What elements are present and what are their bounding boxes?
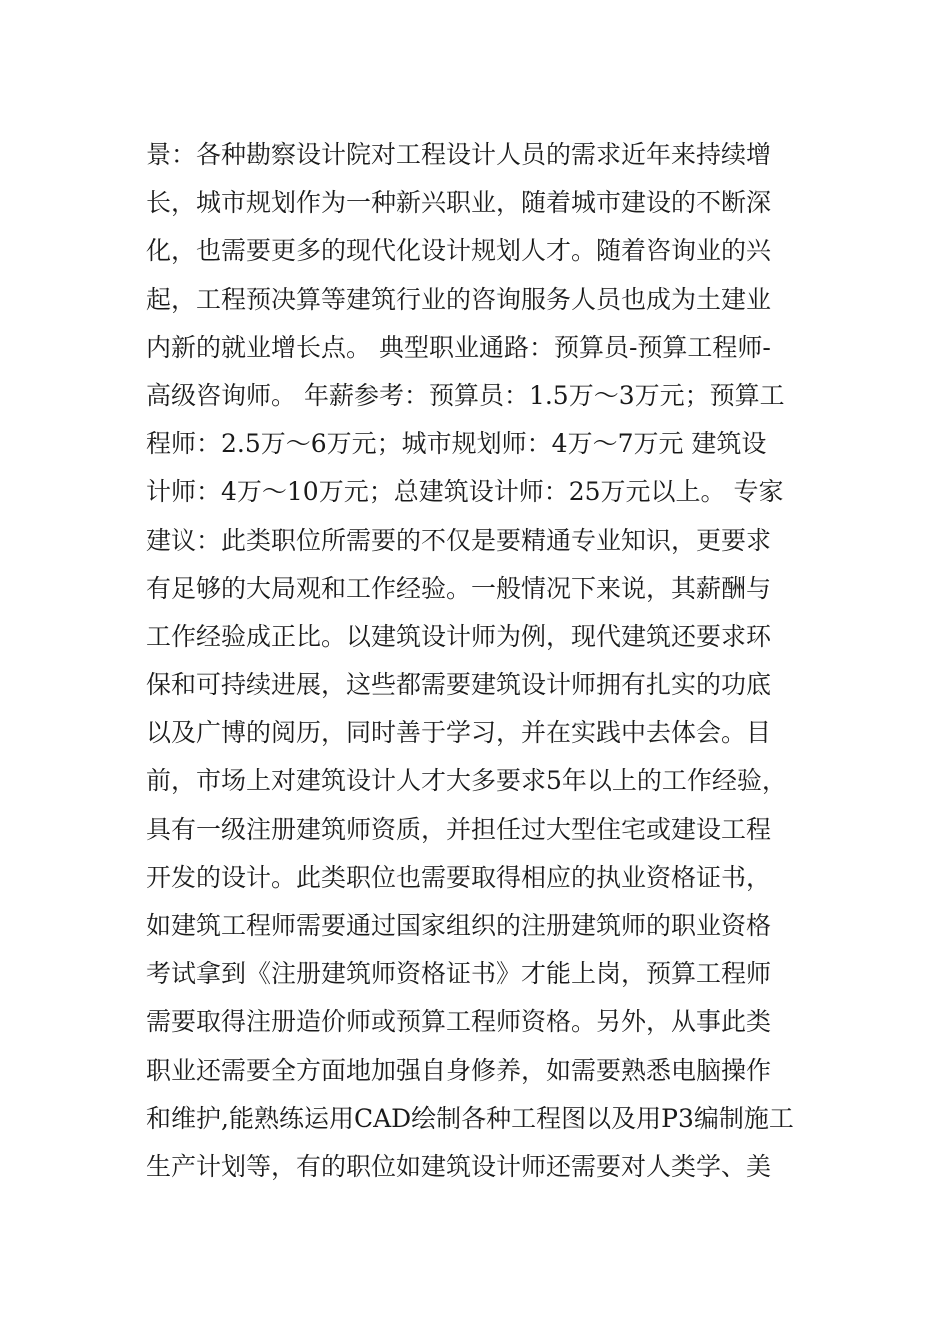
- text-line: 高级咨询师。 年薪参考：预算员：1.5万～3万元；预算工: [146, 380, 785, 410]
- text-line: 具有一级注册建筑师资质，并担任过大型住宅或建设工程: [146, 814, 772, 844]
- text-line: 化，也需要更多的现代化设计规划人才。随着咨询业的兴: [146, 236, 772, 266]
- text-line: 需要取得注册造价师或预算工程师资格。另外，从事此类: [146, 1007, 772, 1037]
- body-text: [146, 131, 810, 1191]
- text-line: 职业还需要全方面地加强自身修养，如需要熟悉电脑操作: [146, 1055, 772, 1085]
- text-line: 程师：2.5万～6万元；城市规划师：4万～7万元 建筑设: [146, 429, 767, 459]
- text-line: 和维护,能熟练运用CAD绘制各种工程图以及用P3编制施工: [146, 1103, 794, 1133]
- text-line: 以及广博的阅历，同时善于学习，并在实践中去体会。目: [146, 718, 772, 748]
- text-line: 前，市场上对建筑设计人才大多要求5年以上的工作经验，: [146, 766, 787, 796]
- text-line: 生产计划等，有的职位如建筑设计师还需要对人类学、美: [146, 1151, 772, 1181]
- text-line: 计师：4万～10万元；总建筑设计师：25万元以上。 专家: [146, 477, 784, 507]
- text-line: 有足够的大局观和工作经验。一般情况下来说，其薪酬与: [146, 573, 772, 603]
- text-line: 内新的就业增长点。 典型职业通路：预算员-预算工程师-: [146, 332, 771, 362]
- text-line: 工作经验成正比。以建筑设计师为例，现代建筑还要求环: [146, 621, 772, 651]
- text-line: 建议：此类职位所需要的不仅是要精通专业知识，更要求: [146, 525, 772, 555]
- text-line: 开发的设计。此类职位也需要取得相应的执业资格证书，: [146, 862, 772, 892]
- text-line: 长，城市规划作为一种新兴职业，随着城市建设的不断深: [146, 188, 772, 218]
- text-line: 起，工程预决算等建筑行业的咨询服务人员也成为土建业: [146, 284, 772, 314]
- text-line: 保和可持续进展，这些都需要建筑设计师拥有扎实的功底: [146, 670, 772, 700]
- text-line: 如建筑工程师需要通过国家组织的注册建筑师的职业资格: [146, 911, 772, 940]
- text-line: 考试拿到《注册建筑师资格证书》才能上岗，预算工程师: [146, 959, 772, 989]
- text-line: 景：各种勘察设计院对工程设计人员的需求近年来持续增: [146, 140, 772, 169]
